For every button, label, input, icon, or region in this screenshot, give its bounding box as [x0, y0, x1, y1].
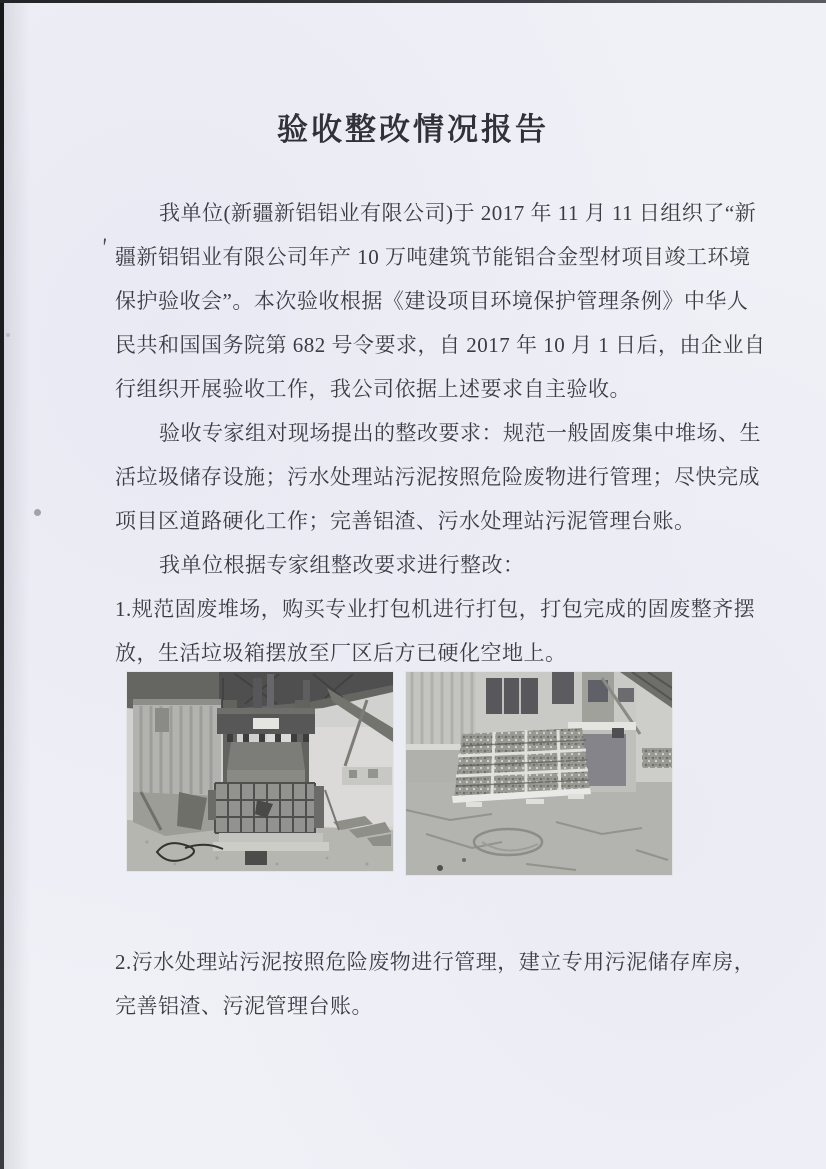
bales-photo-graphic: [406, 672, 672, 875]
body-line: 保护验收会”。本次验收根据《建设项目环境保护管理条例》中华人: [115, 289, 749, 313]
body-line: 1.规范固废堆场，购买专业打包机进行打包，打包完成的固废整齐摆: [115, 597, 756, 621]
scan-speck-tiny: [6, 333, 10, 337]
body-line: 我单位根据专家组整改要求进行整改：: [159, 553, 525, 577]
body-line: 验收专家组对现场提出的整改要求：规范一般固废集中堆场、生: [159, 421, 761, 445]
scan-edge-top: [0, 0, 826, 3]
body-line: 活垃圾储存设施；污水处理站污泥按照危险废物进行管理；尽快完成: [115, 465, 760, 489]
body-line: 完善铝渣、污泥管理台账。: [115, 994, 373, 1018]
rectification-photos-row: [127, 672, 672, 875]
stacked-waste-bales-photo: [406, 672, 672, 875]
report-body-part1: [115, 191, 766, 675]
waste-baler-machine-photo: [127, 672, 393, 871]
handwritten-tick-mark: ＇: [92, 236, 116, 262]
body-line: 疆新铝铝业有限公司年产 10 万吨建筑节能铝合金型材项目竣工环境: [115, 245, 751, 269]
body-line: 2.污水处理站污泥按照危险废物进行管理，建立专用污泥储存库房，: [115, 950, 756, 974]
report-title: 验收整改情况报告: [277, 112, 549, 147]
body-line: 放，生活垃圾箱摆放至厂区后方已硬化空地上。: [115, 641, 567, 665]
scan-shadow-left: [4, 0, 30, 1169]
body-line: 项目区道路硬化工作；完善铝渣、污水处理站污泥管理台账。: [115, 509, 696, 533]
body-line: 我单位(新疆新铝铝业有限公司)于 2017 年 11 月 11 日组织了“新: [159, 201, 757, 225]
scan-speck-dot: [34, 509, 41, 516]
body-line: 行组织开展验收工作，我公司依据上述要求自主验收。: [115, 377, 631, 401]
report-body-part2: [115, 940, 755, 1028]
body-line: 民共和国国务院第 682 号令要求，自 2017 年 10 月 1 日后，由企业自: [115, 333, 766, 357]
baler-photo-graphic: [127, 672, 393, 871]
